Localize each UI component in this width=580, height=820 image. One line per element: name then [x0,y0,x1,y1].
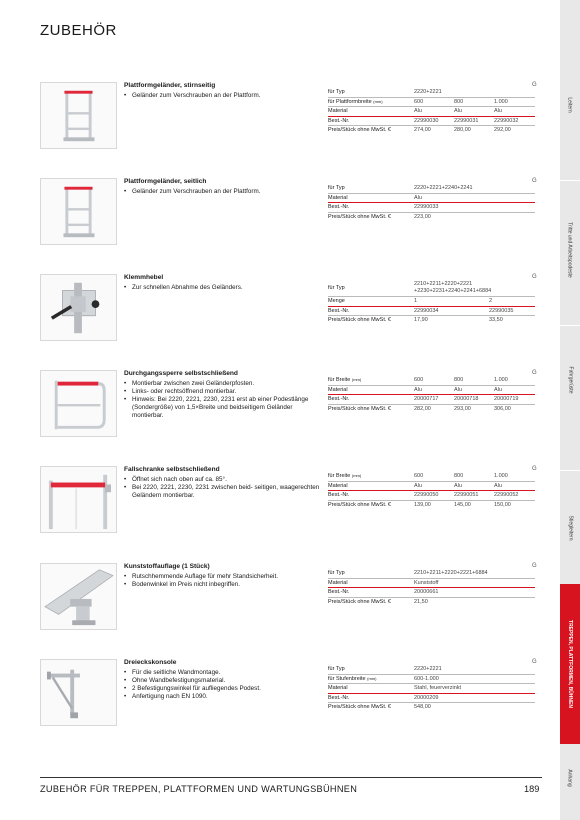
feature-item: • Geländer zum Verschrauben an der Plattform. [124,92,324,100]
product-image [40,82,117,149]
product-image [40,659,117,726]
product-title: Kunststoffauflage (1 Stück) [124,563,210,570]
feature-item: • Anfertigung nach EN 1090. [124,693,324,701]
feature-item: • Bodenwinkel im Preis nicht inbegriffen. [124,581,324,589]
spec-row-typ: für Typ 2210+2211+2220+2221+6884 [328,569,488,576]
spec-table [328,471,535,509]
feature-item: • Hinweis: Bei 2220, 2221, 2230, 2231 erst ab einer Podestlänge (Sondergröße) von 1,5×Breite und beidseitigem Geländer montierbar. [124,396,324,420]
spec-table [328,87,535,135]
spec-row-menge: Menge 1 2 [328,296,535,306]
spec-row-preis: Preis/Stück ohne MwSt. € 274,00 280,00 292,00 [328,125,535,135]
spec-row-stufenbreite: für Stufenbreite (mm) 600-1.000 [328,674,535,684]
feature-item: • Ohne Wandbefestigungsmaterial. [124,677,324,685]
page-title: ZUBEHÖR [40,22,117,39]
product-image [40,466,117,533]
spec-table [328,375,535,413]
spec-row-preis: Preis/Stück ohne MwSt. € 17,90 33,50 [328,315,535,325]
spec-row-bestnr: Best.-Nr. 20000661 [328,587,535,597]
product-title: Durchgangssperre selbstschließend [124,370,238,377]
product-image [40,370,117,437]
feature-list [124,669,324,701]
spec-row-material: Material Stahl, feuerverzinkt [328,683,535,693]
product-title: Plattformgeländer, seitlich [124,178,207,185]
product-title: Dreieckskonsole [124,659,177,666]
feature-item: • Rutschhemmende Auflage für mehr Standsicherheit. [124,573,324,581]
spec-row-preis: Preis/Stück ohne MwSt. € 223,00 [328,212,535,222]
sidebar-tab-leitern[interactable]: Leitern [566,97,573,113]
feature-list [124,380,324,420]
feature-list [124,476,324,500]
spec-row-bestnr: Best.-Nr. 22990050 22990051 22990052 [328,490,535,500]
feature-item: • Geländer zum Verschrauben an der Plattform. [124,188,324,196]
group-tag: G [532,659,537,665]
spec-row-bestnr: Best.-Nr. 20000209 [328,693,535,703]
feature-list [124,188,324,196]
spec-row-preis: Preis/Stück ohne MwSt. € 21,50 [328,597,535,607]
spec-row-preis: Preis/Stück ohne MwSt. € 282,00 293,00 306,00 [328,404,535,414]
spec-row-typ: für Typ 2220+2221 [328,665,442,672]
spec-row-breite: für Breite (mm) 600 800 1.000 [328,376,508,383]
feature-item: • Zur schnellen Abnahme des Geländers. [124,284,324,292]
product-image [40,563,117,630]
spec-row-preis: Preis/Stück ohne MwSt. € 139,00 145,00 150,00 [328,500,535,510]
spec-row-material: Material Alu Alu Alu [328,106,535,116]
spec-row-bestnr: Best.-Nr. 22990034 22990035 [328,306,535,316]
sidebar-tab-stiegleitern[interactable]: Stiegleitern [567,514,574,541]
spec-table [328,183,535,221]
feature-item: • 2 Befestigungswinkel für aufliegendes Podest. [124,685,324,693]
footer-divider [40,777,542,778]
page-number: 189 [524,784,540,794]
spec-table [328,664,535,712]
sidebar-tab-fahrgerueste[interactable]: Fahrgerüste [567,366,573,394]
feature-item: • Links- oder rechtsöffnend montierbar. [124,388,324,396]
product-image [40,178,117,245]
group-tag: G [532,563,537,569]
sidebar-tab-treppen-active[interactable]: TREPPEN, PLATTFORMEN, BÜHNEN [560,584,580,744]
product-image [40,274,117,341]
spec-row-material: Material Alu Alu Alu [328,481,535,491]
spec-row-breite: für Plattformbreite (mm) 600 800 1.000 [328,97,535,107]
feature-item: • Montierbar zwischen zwei Geländerpfosten. [124,380,324,388]
group-tag: G [532,466,537,472]
feature-item: • Öffnet sich nach oben auf ca. 85°. [124,476,324,484]
product-title: Klemmhebel [124,274,164,281]
spec-row-material: Material Alu [328,193,535,203]
feature-list [124,284,324,292]
spec-row-preis: Preis/Stück ohne MwSt. € 548,00 [328,702,535,712]
group-tag: G [532,178,537,184]
feature-item: • Bei 2220, 2221, 2230, 2231 zwischen beid- seitigen, waagerechten Geländern montierbar. [124,484,324,500]
chapter-sidebar [560,0,580,820]
product-title: Plattformgeländer, stirnseitig [124,82,216,89]
footer-text: ZUBEHÖR FÜR TREPPEN, PLATTFORMEN UND WARTUNGSBÜHNEN [40,784,358,794]
group-tag: G [532,82,537,88]
product-title: Fallschranke selbstschließend [124,466,220,473]
group-tag: G [532,274,537,280]
spec-table [328,568,535,606]
sidebar-tab-anhang[interactable]: Anhang [567,768,573,787]
feature-item: • Für die seitliche Wandmontage. [124,669,324,677]
feature-list [124,573,324,589]
spec-row-typ: für Typ 2210+2211+2220+2221 +2230+2231+2240+2241+6884 [328,280,492,294]
spec-row-material: Material Alu Alu Alu [328,385,535,395]
spec-row-bestnr: Best.-Nr. 20000717 20000718 20000719 [328,394,535,404]
sidebar-tab-tritte[interactable]: Tritte und Arbeitspodeste [567,222,573,278]
spec-row-bestnr: Best.-Nr. 22990033 [328,202,535,212]
spec-row-bestnr: Best.-Nr. 22990030 22990031 22990032 [328,116,535,126]
spec-row-breite: für Breite (mm) 600 800 1.000 [328,472,508,479]
group-tag: G [532,370,537,376]
spec-table [328,279,535,325]
spec-row-material: Material Kunststoff [328,578,535,588]
spec-row-typ: für Typ 2220+2221 [328,88,442,95]
spec-row-typ: für Typ 2220+2221+2240+2241 [328,184,473,191]
feature-list [124,92,324,100]
